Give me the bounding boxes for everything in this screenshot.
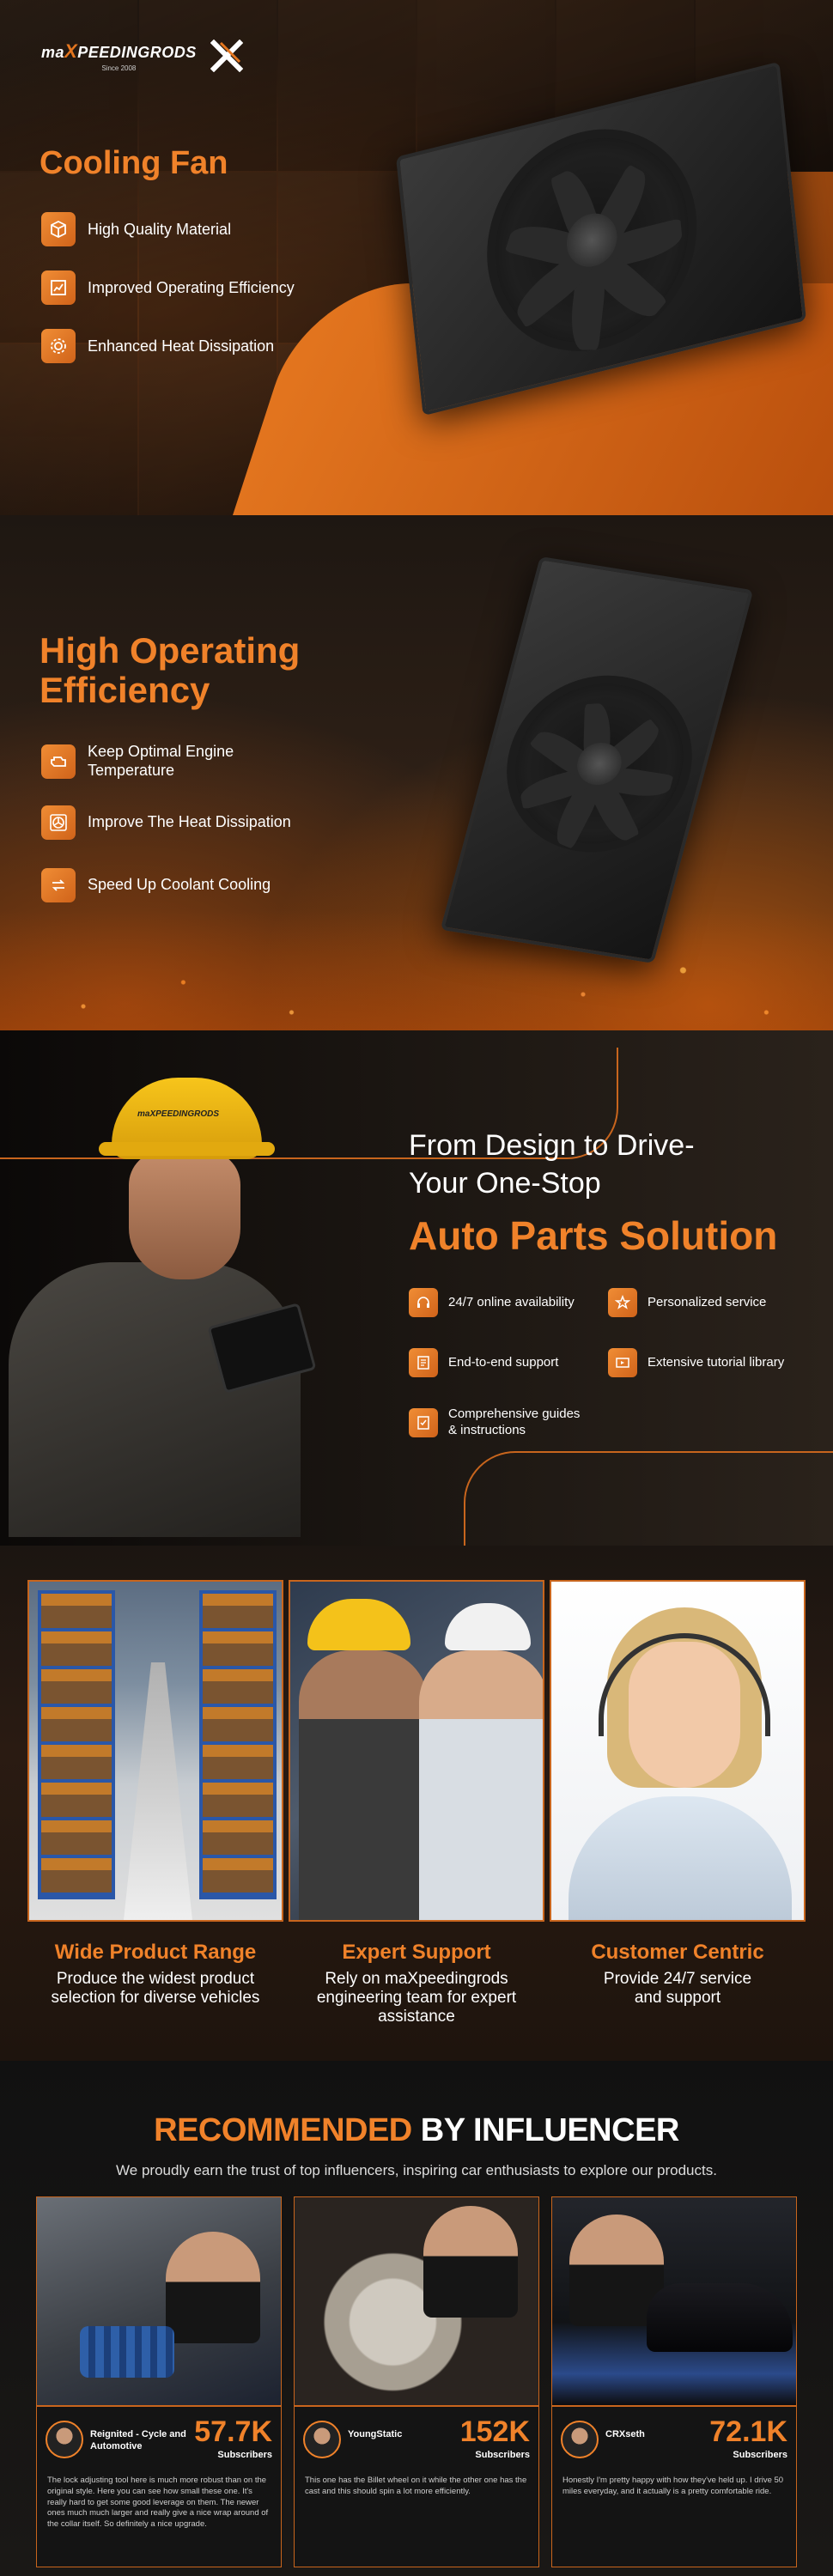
influencer-quote: This one has the Billet wheel on it while the other one has the cast and this should spin a lot more efficiently. — [305, 2476, 527, 2496]
subscriber-count: 72.1K — [709, 2415, 787, 2448]
section-title — [0, 2112, 833, 2149]
avatar — [561, 2421, 599, 2458]
section-title — [40, 631, 300, 710]
avatar — [303, 2421, 341, 2458]
feature-label: Speed Up Coolant Cooling — [88, 876, 271, 894]
fan-icon — [41, 805, 76, 840]
feature-item — [41, 329, 274, 363]
influencer-name: Reignited - Cycle and Automotive — [90, 2429, 186, 2451]
gear-icon — [41, 329, 76, 363]
headset-icon — [409, 1288, 438, 1317]
cube-icon — [41, 212, 76, 246]
section-title-line1: High Operating — [40, 630, 301, 671]
engine-icon — [41, 744, 76, 779]
cooling-fan-image — [441, 556, 754, 963]
subscriber-label: Subscribers — [733, 2450, 787, 2460]
worker-with-tablet-image — [9, 1056, 301, 1537]
document-icon — [409, 1348, 438, 1377]
feature-item — [41, 270, 295, 305]
service-item — [608, 1288, 766, 1317]
influencer-name: CRXseth — [605, 2429, 645, 2439]
card-description: Rely on maXpeedingrods engineering team for expert assistance — [316, 1970, 517, 2026]
section-subtitle: We proudly earn the trust of top influencers, inspiring car enthusiasts to explore our products. — [116, 2162, 717, 2178]
service-label: Comprehensive guides & instructions — [448, 1406, 581, 1437]
service-label: 24/7 online availability — [448, 1294, 575, 1309]
brand-since: Since 2008 — [101, 64, 137, 72]
subscriber-label: Subscribers — [475, 2450, 530, 2460]
service-label: Personalized service — [648, 1294, 767, 1309]
card-title: Wide Product Range — [54, 1941, 257, 1964]
decorative-line — [464, 1451, 833, 1546]
influencer-card — [294, 2196, 539, 2567]
brand-name-x: X — [64, 39, 78, 62]
influencer-photo — [552, 2197, 797, 2405]
service-label: End-to-end support — [448, 1354, 559, 1370]
star-icon — [608, 1288, 637, 1317]
feature-item — [41, 805, 299, 840]
card-description: Provide 24/7 service and support — [603, 1970, 752, 2007]
section-title-line2: Efficiency — [40, 670, 210, 711]
influencer-photo — [37, 2197, 282, 2405]
cycle-icon — [41, 868, 76, 902]
service-item — [409, 1288, 575, 1317]
brand-name-prefix: ma — [41, 43, 65, 61]
influencer-section — [0, 2061, 833, 2576]
influencer-info — [295, 2405, 539, 2567]
section-title-accent: RECOMMENDED — [154, 2112, 412, 2148]
value-cards-section — [0, 1546, 833, 2061]
warehouse-image — [27, 1580, 283, 1922]
brand-x-emblem-icon — [210, 39, 243, 72]
influencer-name: YoungStatic — [348, 2429, 403, 2439]
service-label: Extensive tutorial library — [648, 1354, 785, 1370]
engineers-image — [289, 1580, 544, 1922]
influencer-photo — [295, 2197, 539, 2405]
service-item — [608, 1348, 784, 1377]
service-item — [409, 1406, 581, 1439]
one-stop-section — [0, 1030, 833, 1546]
feature-item — [41, 743, 299, 780]
brand-header — [41, 39, 243, 72]
video-icon — [608, 1348, 637, 1377]
influencer-card — [551, 2196, 797, 2567]
influencer-quote: The lock adjusting tool here is much more robust than on the original style. Here you can see how small these one. It's really hard to get some good leverage on them. The newer ones much much larger and really give a nice wrap around of the collar itself. So definitely a nice upgrade. — [47, 2476, 269, 2530]
feature-label: Improve The Heat Dissipation — [88, 813, 291, 831]
feature-item — [41, 212, 231, 246]
section-title-line2: Your One-Stop — [409, 1167, 601, 1200]
efficiency-section — [0, 515, 833, 1030]
chart-icon — [41, 270, 76, 305]
card-title: Expert Support — [342, 1941, 491, 1964]
brand-name-suffix: PEEDINGRODS — [77, 43, 197, 61]
section-title-accent: Auto Parts Solution — [409, 1213, 778, 1258]
service-item — [409, 1348, 558, 1377]
card-title: Customer Centric — [591, 1941, 764, 1964]
brand-logo — [41, 40, 197, 72]
feature-item — [41, 868, 299, 902]
card-description: Produce the widest product selection for diverse vehicles — [51, 1970, 260, 2007]
avatar — [46, 2421, 83, 2458]
influencer-info — [37, 2405, 282, 2567]
subscriber-label: Subscribers — [217, 2450, 272, 2460]
feature-label: Keep Optimal Engine Temperature — [88, 743, 234, 779]
subscriber-count: 57.7K — [194, 2415, 272, 2448]
section-title-line1: From Design to Drive- — [409, 1129, 695, 1162]
section-title — [409, 1127, 695, 1202]
cooling-fan-section — [0, 0, 833, 515]
feature-label: Enhanced Heat Dissipation — [88, 337, 275, 355]
section-title: Cooling Fan — [40, 145, 228, 181]
helmet-brand-text: maXPEEDINGRODS — [137, 1109, 220, 1119]
influencer-info — [552, 2405, 797, 2567]
sparks-background — [0, 910, 833, 1030]
guide-icon — [409, 1408, 438, 1437]
subscriber-count: 152K — [459, 2415, 530, 2448]
support-agent-image — [550, 1580, 806, 1922]
feature-label: High Quality Material — [88, 220, 232, 238]
influencer-card — [36, 2196, 282, 2567]
section-title-rest: BY INFLUENCER — [411, 2112, 679, 2148]
feature-label: Improved Operating Efficiency — [88, 278, 295, 296]
influencer-quote: Honestly I'm pretty happy with how they've held up. I drive 50 miles everyday, and it actually is a pretty comfortable ride. — [562, 2476, 784, 2496]
